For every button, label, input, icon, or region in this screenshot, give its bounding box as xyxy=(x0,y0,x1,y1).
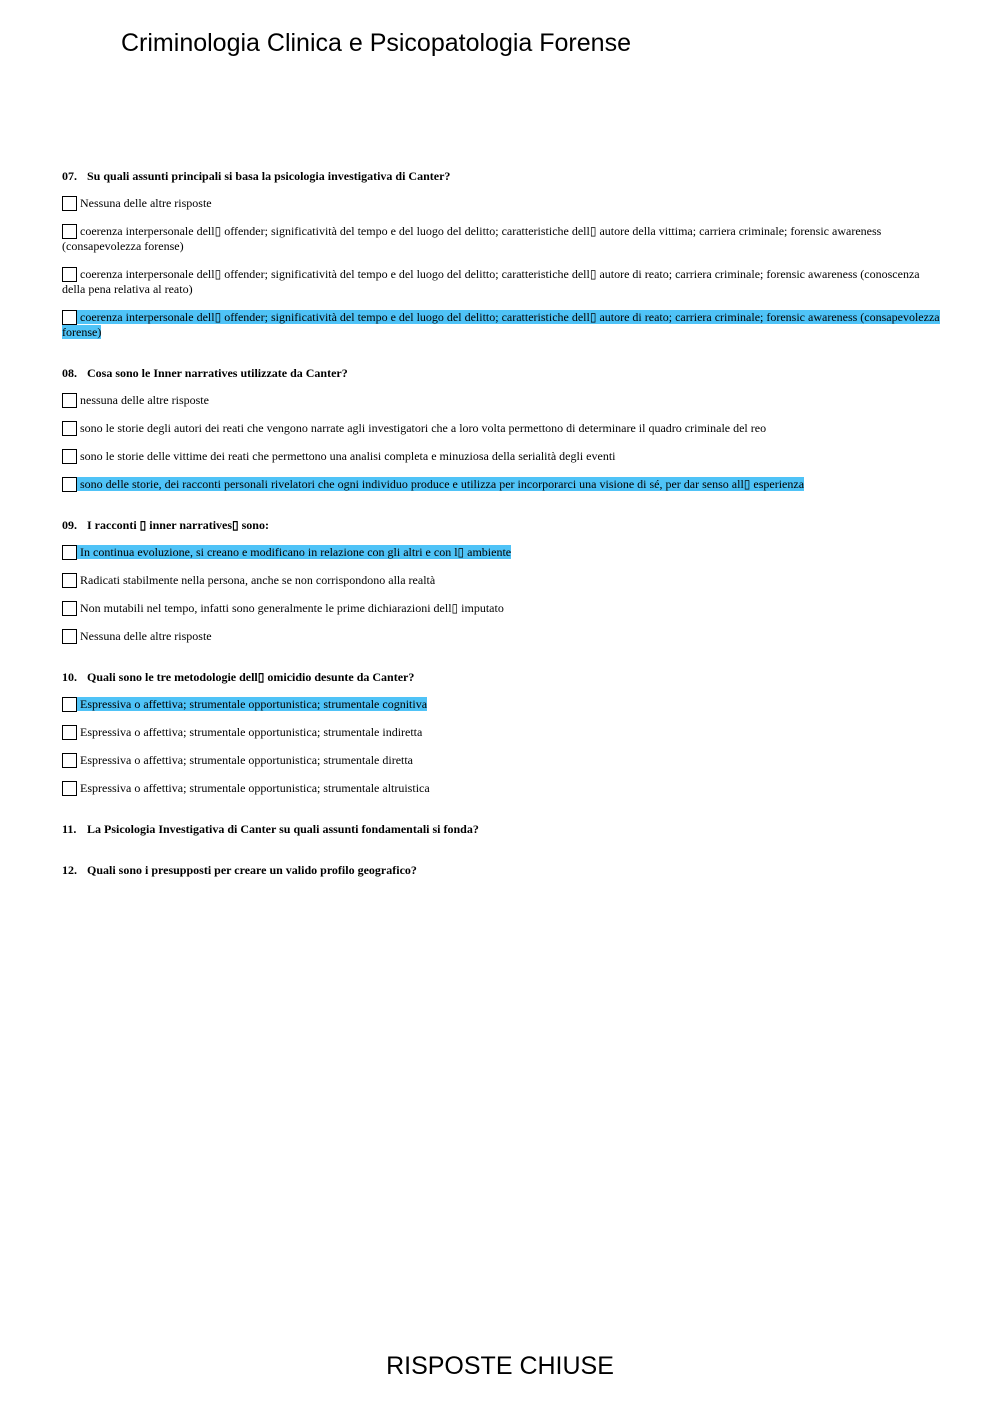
checkbox-icon[interactable] xyxy=(62,421,77,436)
answer-option[interactable] xyxy=(62,753,942,768)
checkbox-icon[interactable] xyxy=(62,753,77,768)
answer-option-label: Nessuna delle altre risposte xyxy=(80,196,212,210)
answer-option[interactable] xyxy=(62,267,942,297)
answer-option-label: Radicati stabilmente nella persona, anche se non corrispondono alla realtà xyxy=(80,573,436,587)
checkbox-icon[interactable] xyxy=(62,477,77,492)
checkbox-icon[interactable] xyxy=(62,310,77,325)
answer-option-body xyxy=(62,196,212,210)
question-heading xyxy=(62,822,942,837)
answer-option[interactable] xyxy=(62,477,942,492)
answer-option-selected xyxy=(62,477,804,491)
answer-option-selected xyxy=(62,310,940,339)
question-number: 12. xyxy=(62,863,77,877)
checkbox-icon[interactable] xyxy=(62,393,77,408)
question-text: Cosa sono le Inner narratives utilizzate da Canter? xyxy=(87,366,348,380)
answer-option-selected xyxy=(62,545,511,559)
answer-option-body xyxy=(62,629,212,643)
answer-option-label: Espressiva o affettiva; strumentale opportunistica; strumentale diretta xyxy=(80,753,414,767)
question-block xyxy=(62,366,942,492)
answer-option-body xyxy=(62,267,920,296)
checkbox-icon[interactable] xyxy=(62,601,77,616)
answer-option[interactable] xyxy=(62,196,942,211)
answer-option[interactable] xyxy=(62,310,942,340)
answer-option-label: coerenza interpersonale dell▯ offender; significatività del tempo e del luogo del delitto; caratteristiche dell▯ autore di reato; carriera criminale; forensic awareness (conoscenza della pena relativa al reato) xyxy=(62,267,920,296)
checkbox-icon[interactable] xyxy=(62,573,77,588)
question-text: La Psicologia Investigativa di Canter su quali assunti fondamentali si fonda? xyxy=(87,822,479,836)
answer-option[interactable] xyxy=(62,545,942,560)
question-text: I racconti ▯ inner narratives▯ sono: xyxy=(87,518,269,532)
question-number: 11. xyxy=(62,822,77,836)
question-number: 08. xyxy=(62,366,77,380)
checkbox-icon[interactable] xyxy=(62,267,77,282)
question-text: Su quali assunti principali si basa la psicologia investigativa di Canter? xyxy=(87,169,451,183)
question-text: Quali sono i presupposti per creare un valido profilo geografico? xyxy=(87,863,417,877)
answer-option-label: nessuna delle altre risposte xyxy=(80,393,209,407)
answer-option[interactable] xyxy=(62,697,942,712)
answer-option-label: coerenza interpersonale dell▯ offender; significatività del tempo e del luogo del delitto; caratteristiche dell▯ autore di reato; carriera criminale; forensic awareness (consapevolezza forense) xyxy=(62,310,940,339)
checkbox-icon[interactable] xyxy=(62,725,77,740)
checkbox-icon[interactable] xyxy=(62,545,77,560)
answer-option-label: sono delle storie, dei racconti personali rivelatori che ogni individuo produce e utilizza per incorporarci una visione di sé, per dar senso all▯ esperienza xyxy=(80,477,805,491)
question-text: Quali sono le tre metodologie dell▯ omicidio desunte da Canter? xyxy=(87,670,415,684)
answer-option-label: Espressiva o affettiva; strumentale opportunistica; strumentale altruistica xyxy=(80,781,430,795)
question-block xyxy=(62,169,942,340)
answer-option-label: Espressiva o affettiva; strumentale opportunistica; strumentale cognitiva xyxy=(80,697,428,711)
question-block xyxy=(62,822,942,837)
answer-option[interactable] xyxy=(62,725,942,740)
answer-option-body xyxy=(62,573,435,587)
page-title: Criminologia Clinica e Psicopatologia Forense xyxy=(121,29,631,57)
answer-option-label: Espressiva o affettiva; strumentale opportunistica; strumentale indiretta xyxy=(80,725,423,739)
checkbox-icon[interactable] xyxy=(62,449,77,464)
answer-option-label: Non mutabili nel tempo, infatti sono generalmente le prime dichiarazioni dell▯ imputato xyxy=(80,601,504,615)
answer-option[interactable] xyxy=(62,573,942,588)
answer-option-body xyxy=(62,781,430,795)
checkbox-icon[interactable] xyxy=(62,781,77,796)
answer-option-body xyxy=(62,421,766,435)
answer-option-label: Nessuna delle altre risposte xyxy=(80,629,212,643)
answer-option-body xyxy=(62,601,504,615)
checkbox-icon[interactable] xyxy=(62,629,77,644)
answer-option-body xyxy=(62,449,615,463)
question-block xyxy=(62,518,942,644)
checkbox-icon[interactable] xyxy=(62,697,77,712)
question-heading xyxy=(62,366,942,381)
answer-option[interactable] xyxy=(62,781,942,796)
answer-option[interactable] xyxy=(62,601,942,616)
question-heading xyxy=(62,518,942,533)
question-block xyxy=(62,670,942,796)
question-number: 10. xyxy=(62,670,77,684)
question-heading xyxy=(62,169,942,184)
question-number: 09. xyxy=(62,518,77,532)
answer-option[interactable] xyxy=(62,421,942,436)
question-number: 07. xyxy=(62,169,77,183)
answer-option[interactable] xyxy=(62,224,942,254)
answer-option-label: In continua evoluzione, si creano e modificano in relazione con gli altri e con l▯ ambiente xyxy=(80,545,512,559)
answer-option-label: coerenza interpersonale dell▯ offender; significatività del tempo e del luogo del delitto; caratteristiche dell▯ autore della vittima; carriera criminale; forensic awareness (consapevolezza forense) xyxy=(62,224,882,253)
answer-option[interactable] xyxy=(62,629,942,644)
checkbox-icon[interactable] xyxy=(62,224,77,239)
question-heading xyxy=(62,863,942,878)
question-heading xyxy=(62,670,942,685)
answer-option-body xyxy=(62,725,422,739)
answer-option-body xyxy=(62,224,881,253)
answer-option-body xyxy=(62,393,209,407)
answer-option-body xyxy=(62,753,413,767)
checkbox-icon[interactable] xyxy=(62,196,77,211)
question-block xyxy=(62,863,942,878)
answer-option-selected xyxy=(62,697,427,711)
question-list xyxy=(62,169,942,904)
answer-option-label: sono le storie delle vittime dei reati che permettono una analisi completa e minuziosa della serialità degli eventi xyxy=(80,449,616,463)
answer-option[interactable] xyxy=(62,393,942,408)
section-footer: RISPOSTE CHIUSE xyxy=(386,1352,614,1380)
answer-option[interactable] xyxy=(62,449,942,464)
answer-option-label: sono le storie degli autori dei reati che vengono narrate agli investigatori che a loro volta permettono di determinare il quadro criminale del reo xyxy=(80,421,767,435)
